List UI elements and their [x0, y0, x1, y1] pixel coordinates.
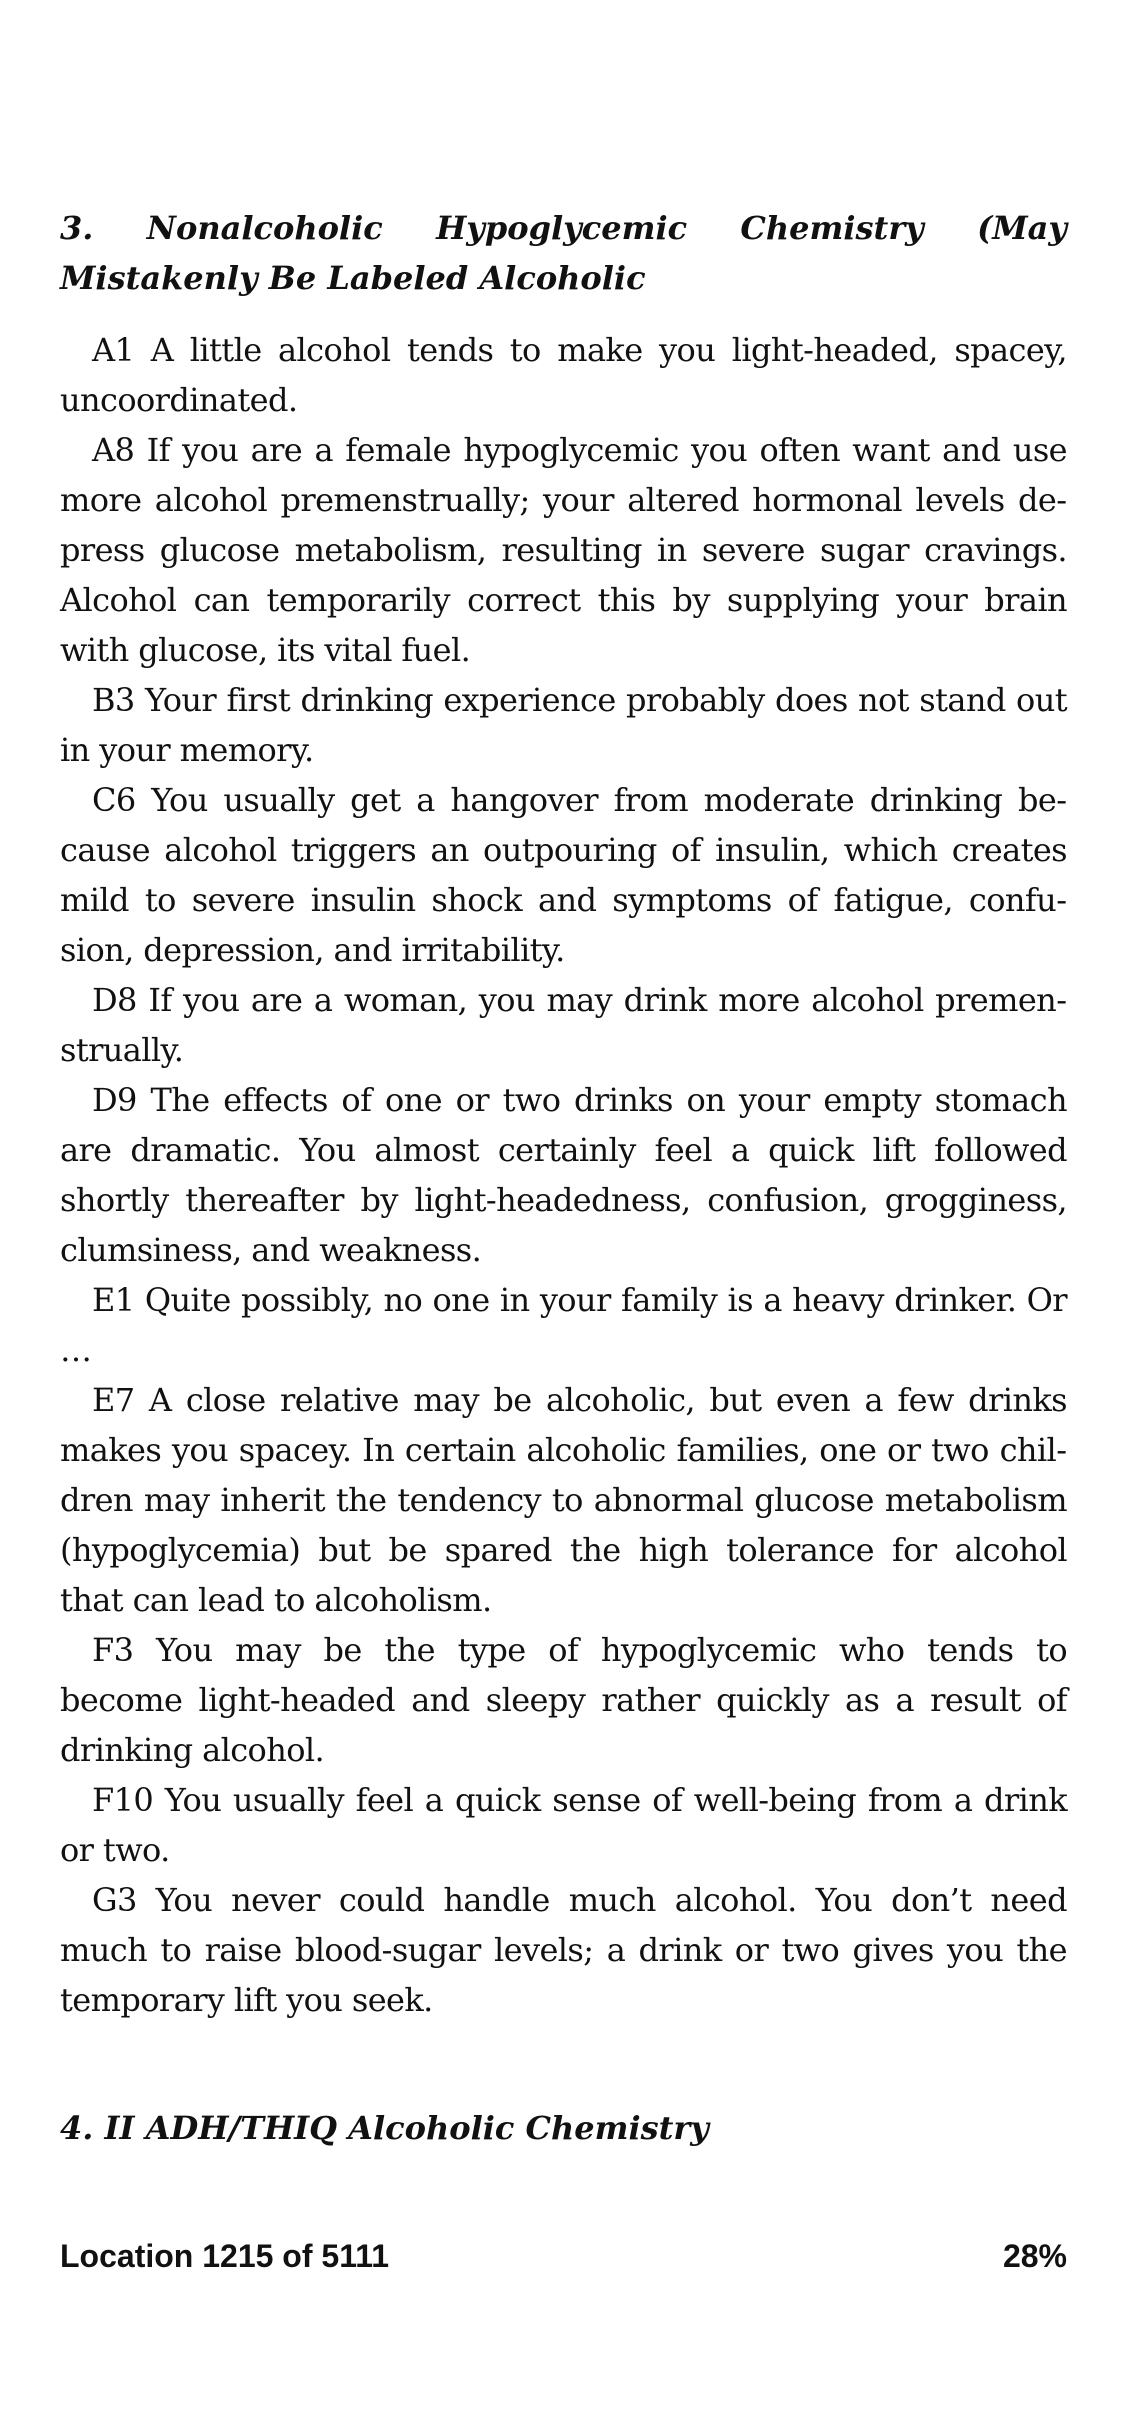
paragraph-f10: F10 You usually feel a quick sense of well-being from a drink or two. — [60, 1781, 1067, 1869]
paragraph-f3: F3 You may be the type of hypoglycemic who tends to become light-headed and sleepy rather quickly as a result of drinking alcohol. — [60, 1631, 1067, 1769]
reading-progress-footer[interactable] — [60, 2236, 1067, 2276]
section-heading: 3. Nonalcoholic Hypoglycemic Chemistry (May Mistakenly Be Labeled Alcoholic — [60, 209, 1067, 297]
paragraph-e7: E7 A close relative may be alcoholic, but even a few drinks makes you spacey. In certain alcoholic families, one or two children may inherit the tendency to abnormal glucose metabolism (hypoglycemia) but be spared the high tolerance for alcohol that can lead to alcoholism. — [60, 1381, 1067, 1619]
paragraph-a8: A8 If you are a female hypoglycemic you often want and use more alcohol premenstrually; your altered hormonal levels depress glucose metabolism, resulting in severe sugar cravings. Alcohol can temporarily correct this by supplying your brain with glucose, its vital fuel. — [60, 431, 1067, 669]
paragraph-g3: G3 You never could handle much alcohol. You don’t need much to raise blood-sugar levels; a drink or two gives you the temporary lift you seek. — [60, 1881, 1067, 2019]
reading-pane[interactable] — [60, 203, 1067, 2153]
paragraph-d9: D9 The effects of one or two drinks on your empty stomach are dramatic. You almost certainly feel a quick lift followed shortly thereafter by light-headedness, confusion, grogginess, clumsiness, and weakness. — [60, 1081, 1067, 1269]
paragraph-b3: B3 Your first drinking experience probably does not stand out in your memory. — [60, 681, 1067, 769]
next-section-heading: 4. II ADH/THIQ Alcoholic Chemistry — [60, 2109, 709, 2147]
paragraph-c6: C6 You usually get a hangover from moderate drinking because alcohol triggers an outpouring of insulin, which creates mild to severe insulin shock and symptoms of fatigue, confusion, depression, and irritability. — [60, 781, 1067, 969]
paragraph-d8: D8 If you are a woman, you may drink more alcohol premenstrually. — [60, 981, 1067, 1069]
paragraph-e1: E1 Quite possibly, no one in your family is a heavy drinker. Or … — [60, 1281, 1067, 1369]
paragraph-a1: A1 A little alcohol tends to make you light-headed, spacey, uncoordinated. — [60, 331, 1067, 419]
percent-read: 28% — [1002, 2237, 1067, 2274]
location-indicator[interactable]: Location 1215 of 5111 — [60, 2237, 390, 2274]
